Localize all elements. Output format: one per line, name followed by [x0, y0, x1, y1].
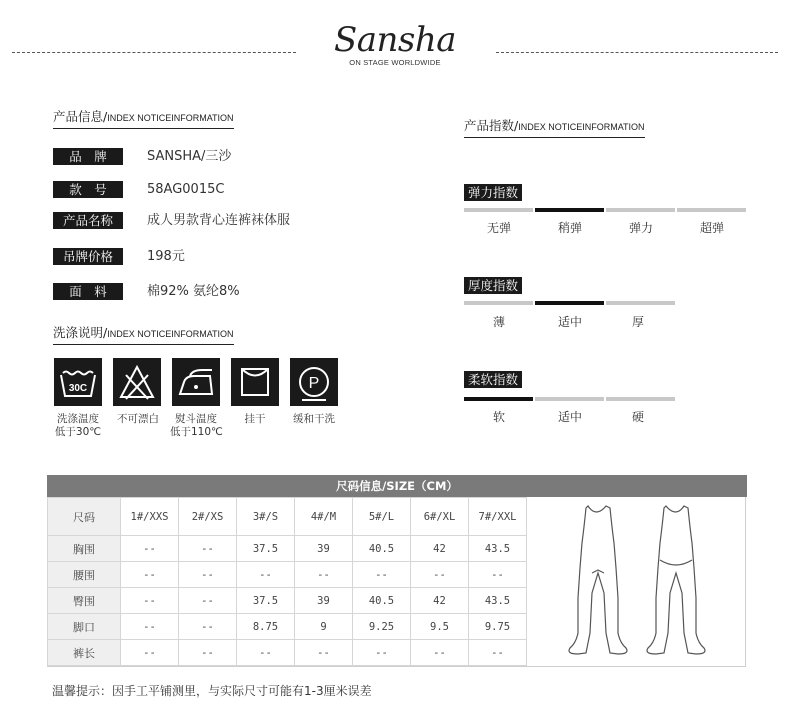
size-col-header: 5#/L	[353, 498, 411, 536]
table-row	[48, 640, 527, 666]
table-cell: 42	[411, 588, 469, 614]
care-label-line: 洗涤温度	[57, 413, 99, 425]
row-label-waist: 腰围	[48, 562, 121, 588]
size-header-label: 尺码	[48, 498, 121, 536]
table-cell: 9.75	[469, 614, 527, 640]
product-info-title-cn: 产品信息/	[53, 109, 108, 124]
table-cell: --	[411, 640, 469, 666]
table-cell: --	[121, 588, 179, 614]
table-cell: --	[179, 640, 237, 666]
wash-temp-text: 30C	[68, 383, 88, 394]
info-label-text: 款 号	[69, 182, 107, 197]
table-cell: --	[469, 640, 527, 666]
info-label-style-no	[53, 181, 123, 198]
care-label-line: 熨斗温度	[175, 413, 217, 425]
care-label-line: 低于30℃	[54, 426, 102, 438]
softness-index-title: 柔软指数	[464, 371, 522, 388]
table-cell: --	[237, 562, 295, 588]
care-label-line: 挂干	[244, 413, 266, 425]
elasticity-bar-0	[464, 208, 533, 212]
brand-logo	[330, 20, 460, 67]
info-label-brand	[53, 148, 123, 165]
softness-option-0: 软	[492, 410, 505, 424]
softness-option-1: 适中	[557, 410, 582, 424]
table-cell: 37.5	[237, 588, 295, 614]
table-cell: 39	[295, 536, 353, 562]
elasticity-bar-3	[677, 208, 746, 212]
care-label-wash	[52, 413, 104, 439]
elasticity-option-0: 无弹	[486, 221, 511, 235]
size-disclaimer: 温馨提示：因手工平铺测里，与实际尺寸可能有1-3厘米误差	[52, 684, 372, 698]
thickness-bar-0	[464, 301, 533, 305]
table-row	[48, 562, 527, 588]
no-bleach-icon	[113, 358, 161, 406]
row-label-length: 裤长	[48, 640, 121, 666]
info-value-fabric: 棉92% 氨纶8%	[147, 284, 240, 299]
size-header-row	[48, 498, 527, 536]
dry-clean-letter: P	[308, 375, 320, 392]
elasticity-option-2: 弹力	[628, 221, 653, 235]
table-cell: --	[121, 536, 179, 562]
elasticity-option-1: 稍弹	[557, 221, 582, 235]
softness-bar-2	[606, 397, 675, 401]
care-label-line: 不可漂白	[117, 413, 159, 425]
info-label-price	[53, 248, 123, 265]
table-cell: 39	[295, 588, 353, 614]
indices-title-en: INDEX NOTICEINFORMATION	[518, 122, 645, 132]
brand-logo-text: Sansha	[333, 20, 457, 60]
size-table-title: 尺码信息/SIZE（CM）	[47, 475, 747, 497]
table-cell: --	[411, 562, 469, 588]
indices-title	[464, 116, 645, 138]
table-cell: --	[469, 562, 527, 588]
info-label-text: 产品名称	[62, 213, 113, 228]
care-title	[53, 323, 234, 345]
softness-bar-1	[535, 397, 604, 401]
info-label-text: 品 牌	[69, 149, 107, 164]
care-title-en: INDEX NOTICEINFORMATION	[107, 329, 234, 339]
table-cell: --	[179, 614, 237, 640]
size-col-header: 1#/XXS	[121, 498, 179, 536]
table-cell: 40.5	[353, 588, 411, 614]
header-divider-right	[496, 52, 778, 53]
info-label-fabric	[53, 283, 123, 300]
table-cell: --	[121, 640, 179, 666]
care-label-bleach	[112, 413, 164, 426]
table-row	[48, 588, 527, 614]
size-col-header: 6#/XL	[411, 498, 469, 536]
care-label-hang	[229, 413, 281, 426]
product-info-title-en: INDEX NOTICEINFORMATION	[107, 113, 234, 123]
elasticity-index-title: 弹力指数	[464, 184, 522, 201]
elasticity-option-3: 超弹	[699, 221, 724, 235]
thickness-index-title: 厚度指数	[464, 277, 522, 294]
table-cell: --	[295, 640, 353, 666]
table-cell: 43.5	[469, 588, 527, 614]
table-cell: 9	[295, 614, 353, 640]
care-title-cn: 洗涤说明/	[53, 325, 108, 340]
care-label-iron	[170, 413, 222, 439]
thickness-option-2: 厚	[631, 315, 644, 329]
info-value-style-no: 58AG0015C	[147, 182, 225, 197]
elasticity-bar-2	[606, 208, 675, 212]
unitard-illustration	[526, 498, 745, 666]
unitard-drawing	[526, 498, 745, 666]
table-cell: 9.5	[411, 614, 469, 640]
size-col-header: 2#/XS	[179, 498, 237, 536]
table-cell: --	[353, 562, 411, 588]
info-value-brand: SANSHA/三沙	[147, 149, 232, 164]
care-label-dryclean	[288, 413, 340, 426]
table-row	[48, 614, 527, 640]
product-info-title	[53, 107, 234, 129]
table-cell: 42	[411, 536, 469, 562]
table-cell: --	[179, 536, 237, 562]
info-label-text: 面 料	[69, 284, 107, 299]
table-cell: --	[353, 640, 411, 666]
size-col-header: 7#/XXL	[469, 498, 527, 536]
table-cell: --	[121, 614, 179, 640]
row-label-chest: 胸围	[48, 536, 121, 562]
table-cell: 37.5	[237, 536, 295, 562]
table-cell: --	[237, 640, 295, 666]
table-row	[48, 536, 527, 562]
brand-tagline: ON STAGE WORLDWIDE	[349, 58, 441, 67]
table-cell: --	[121, 562, 179, 588]
info-label-product-name	[53, 212, 123, 229]
care-label-line: 缓和干洗	[293, 413, 335, 425]
table-cell: 9.25	[353, 614, 411, 640]
iron-icon	[172, 358, 220, 406]
elasticity-bar-1	[535, 208, 604, 212]
row-label-cuff: 脚口	[48, 614, 121, 640]
dry-clean-p-icon	[290, 358, 338, 406]
thickness-bar-2	[606, 301, 675, 305]
info-label-text: 吊牌价格	[62, 249, 113, 264]
table-cell: 40.5	[353, 536, 411, 562]
thickness-bar-1	[535, 301, 604, 305]
thickness-option-0: 薄	[492, 315, 505, 329]
table-cell: --	[179, 588, 237, 614]
info-value-price: 198元	[147, 249, 185, 264]
table-cell: 43.5	[469, 536, 527, 562]
size-col-header: 3#/S	[237, 498, 295, 536]
info-value-product-name: 成人男款背心连裤袜体服	[147, 213, 291, 228]
wash-30-icon	[54, 358, 102, 406]
softness-option-2: 硬	[631, 410, 644, 424]
row-label-hip: 臀围	[48, 588, 121, 614]
table-cell: --	[295, 562, 353, 588]
header-divider-left	[12, 52, 296, 53]
thickness-option-1: 适中	[557, 315, 582, 329]
hang-dry-icon	[231, 358, 279, 406]
size-table	[47, 497, 527, 666]
table-cell: --	[179, 562, 237, 588]
table-cell: 8.75	[237, 614, 295, 640]
care-label-line: 低于110℃	[170, 426, 223, 438]
size-col-header: 4#/M	[295, 498, 353, 536]
softness-bar-0	[464, 397, 533, 401]
indices-title-cn: 产品指数/	[464, 118, 519, 133]
